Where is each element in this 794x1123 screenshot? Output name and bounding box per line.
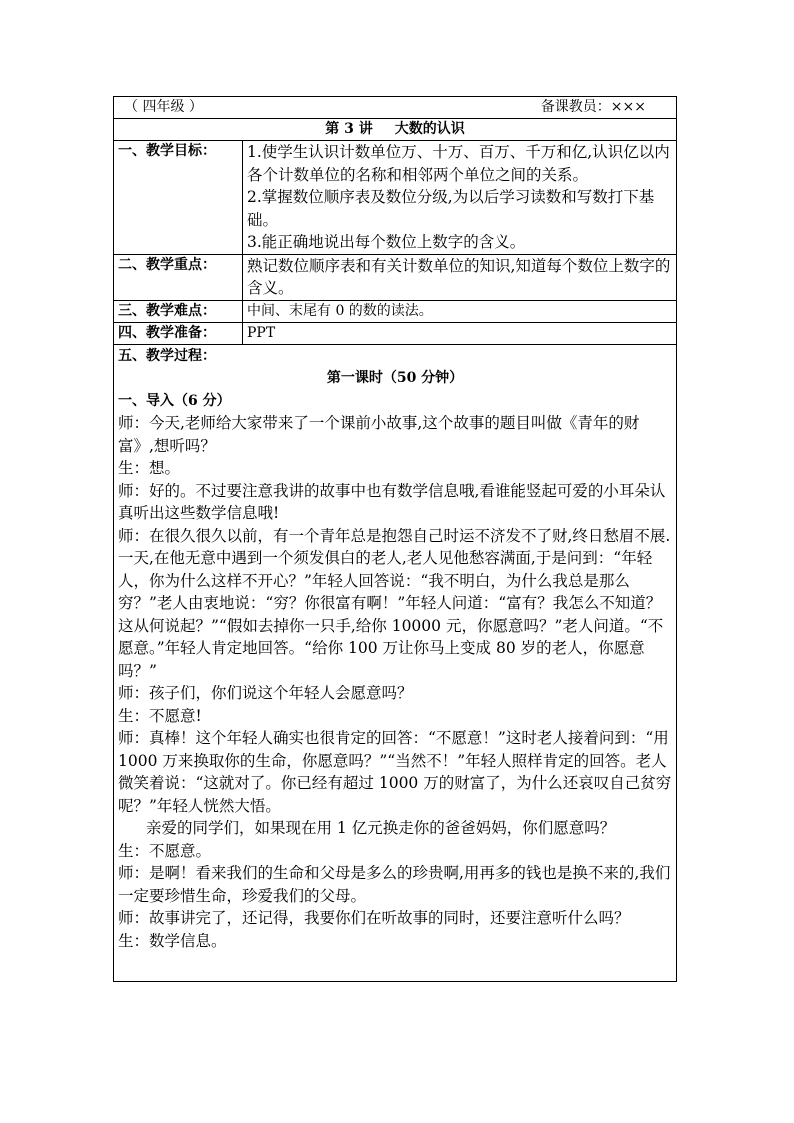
process-row <box>114 344 677 981</box>
difficulties-content: 中间、末尾有 0 的数的读法。 <box>243 300 677 322</box>
lesson-plan-page <box>113 96 676 982</box>
header-row <box>114 97 677 119</box>
preparation-content: PPT <box>243 322 677 344</box>
process-label: 五、教学过程： <box>118 347 216 364</box>
lesson-name: 大数的认识 <box>394 121 465 137</box>
intro-title: 一、导入（6 分） <box>118 392 231 409</box>
preparation-label: 四、教学准备： <box>114 322 243 344</box>
dialogue-paragraph: 师：在很久很久以前，有一个青年总是抱怨自己时运不济发不了财,终日愁眉不展.一天,在他无意中遇到一个须发俱白的老人,老人见他愁容满面,于是问到：“年轻人，你为什么这样不开心？”年轻人回答说：“我不明白，为什么我总是那么穷？”老人由衷地说：“穷？你很富有啊！”年轻人问道：“富有？我怎么不知道？这从何说起？”“假如去掉你一只手,给你 10000 元，你愿意吗？”老人问道。“不愿意。”年轻人肯定地回答。“给你 100 万让你马上变成 80 岁的老人，你愿意吗？” <box>118 526 671 680</box>
dialogue-paragraph: 亲爱的同学们，如果现在用 1 亿元换走你的爸爸妈妈，你们愿意吗？ <box>146 819 616 837</box>
dialogue-paragraph: 师：是啊！看来我们的生命和父母是多么的珍贵啊,用再多的钱也是换不来的,我们一定要珍惜生命，珍爱我们的父母。 <box>118 864 671 905</box>
key-points-row <box>114 254 677 300</box>
preparation-row <box>114 322 677 344</box>
dialogue-paragraph: 生：数学信息。 <box>118 931 227 950</box>
dialogue-paragraph: 生：不愿意! <box>118 706 202 725</box>
dialogue-paragraph: 师：好的。不过要注意我讲的故事中也有数学信息哦,看谁能竖起可爱的小耳朵认真听出这些数学信息哦! <box>118 481 666 522</box>
lesson-title <box>114 119 677 141</box>
dialogue-paragraph: 生：想。 <box>118 459 181 477</box>
teacher-label: 备课教员：××× <box>540 99 647 115</box>
goals-row <box>114 141 677 255</box>
difficulties-label: 三、教学难点： <box>114 300 243 322</box>
goal-item: 1.使学生认识计数单位万、十万、百万、千万和亿,认识亿以内各个计数单位的名称和相邻两个单位之间的关系。 <box>247 143 670 184</box>
difficulties-row <box>114 300 677 322</box>
dialogue-paragraph: 师：真棒！这个年轻人确实也很肯定的回答：“不愿意！”这时老人接着问到：“用 1000 万来换取你的生命，你愿意吗？”“当然不！”年轻人照样肯定的回答。老人微笑着说：“这就对了。你已经有超过 1000 万的财富了，为什么还哀叹自己贫穷呢？”年轻人恍然大悟。 <box>118 729 672 815</box>
goals-label: 一、教学目标： <box>114 141 243 255</box>
goal-item: 2.掌握数位顺序表及数位分级,为以后学习读数和写数打下基础。 <box>247 188 655 229</box>
title-row <box>114 119 677 141</box>
dialogue-paragraph: 生：不愿意。 <box>118 841 212 860</box>
key-points-label: 二、教学重点： <box>114 254 243 300</box>
dialogue-paragraph: 师：今天,老师给大家带来了一个课前小故事,这个故事的题目叫做《青年的财富》,想听吗？ <box>118 414 640 455</box>
session-title: 第一课时（50 分钟） <box>326 370 464 386</box>
lesson-plan-table <box>113 96 677 982</box>
process-content <box>114 344 677 981</box>
dialogue-paragraph: 师：孩子们，你们说这个年轻人会愿意吗？ <box>118 684 413 702</box>
lesson-number: 第 3 讲 <box>325 121 373 137</box>
grade-label: （ 四年级 ） <box>124 99 203 115</box>
key-points-content: 熟记数位顺序表和有关计数单位的知识,知道每个数位上数字的含义。 <box>243 254 677 300</box>
dialogue-paragraph: 师：故事讲完了，还记得，我要你们在听故事的同时，还要注意听什么吗？ <box>118 909 630 927</box>
header-cell <box>114 97 677 119</box>
goals-content <box>243 141 677 255</box>
goal-item: 3.能正确地说出每个数位上数字的含义。 <box>247 233 526 251</box>
